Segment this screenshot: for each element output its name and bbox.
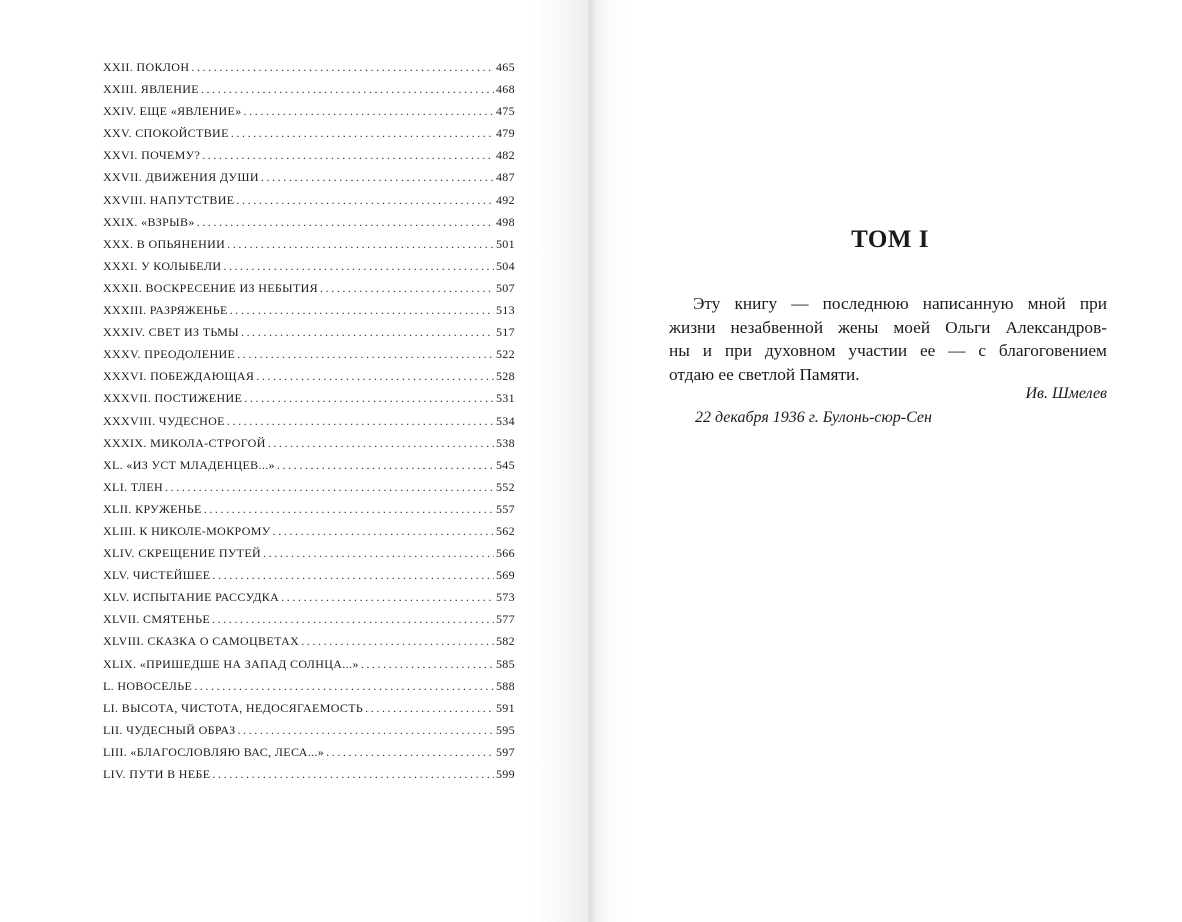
volume-title: ТОМ I: [851, 226, 929, 253]
toc-entry-title: XXXIX. МИКОЛА-СТРОГОЙ: [103, 435, 266, 450]
toc-entry-page-number: 531: [495, 391, 515, 406]
toc-entry-title: XXXII. ВОСКРЕСЕНИЕ ИЗ НЕБЫТИЯ: [103, 280, 318, 295]
toc-entry-page-number: 468: [495, 82, 515, 97]
toc-entry-page-number: 552: [495, 479, 515, 494]
toc-entry: [103, 321, 515, 343]
toc-entry-page-number: 513: [495, 303, 515, 318]
toc-entry-title: XXVIII. НАПУТСТВИЕ: [103, 192, 235, 207]
toc-entry: [103, 387, 515, 409]
toc-entry-page-number: 557: [495, 501, 515, 516]
toc-leader-dots: [191, 56, 494, 78]
toc-entry-title: LII. ЧУДЕСНЫЙ ОБРАЗ: [103, 722, 236, 737]
toc-leader-dots: [281, 586, 494, 608]
toc-entry-title: XLI. ТЛЕН: [103, 479, 164, 494]
toc-entry-page-number: 517: [495, 325, 515, 340]
toc-entry-title: L. НОВОСЕЛЬЕ: [103, 678, 193, 693]
toc-entry-page-number: 545: [495, 457, 515, 472]
left-page: [0, 0, 590, 922]
toc-entry: [103, 365, 515, 387]
toc-entry: [103, 343, 515, 365]
toc-entry: [103, 255, 515, 277]
toc-leader-dots: [212, 564, 493, 586]
toc-entry-title: XXXVII. ПОСТИЖЕНИЕ: [103, 391, 243, 406]
dedication-line: жизни незабвенной жены моей Ольги Александров-: [669, 317, 1107, 337]
date-and-place: 22 декабря 1936 г. Булонь-сюр-Сен: [695, 409, 932, 426]
toc-entry-title: XXXIII. РАЗРЯЖЕНЬЕ: [103, 303, 228, 318]
toc-entry-page-number: 522: [495, 347, 515, 362]
toc-entry: [103, 166, 515, 188]
toc-leader-dots: [204, 498, 494, 520]
toc-leader-dots: [230, 299, 494, 321]
toc-entry: [103, 630, 515, 652]
toc-leader-dots: [227, 410, 494, 432]
toc-leader-dots: [263, 542, 494, 564]
toc-leader-dots: [273, 520, 494, 542]
dedication: [669, 292, 1107, 386]
toc-entry-page-number: 562: [495, 523, 515, 538]
toc-entry-title: XXXVI. ПОБЕЖДАЮЩАЯ: [103, 369, 255, 384]
toc-leader-dots: [212, 763, 494, 785]
toc-entry-title: XLII. КРУЖЕНЬЕ: [103, 501, 202, 516]
author-signature: Ив. Шмелев: [1025, 385, 1107, 402]
toc-entry: [103, 189, 515, 211]
toc-entry: [103, 277, 515, 299]
toc-entry-page-number: 487: [495, 170, 515, 185]
toc-entry-title: XXX. В ОПЬЯНЕНИИ: [103, 236, 226, 251]
toc-entry: [103, 432, 515, 454]
toc-entry: [103, 100, 515, 122]
toc-entry-page-number: 577: [495, 612, 515, 627]
toc-leader-dots: [212, 608, 494, 630]
toc-leader-dots: [261, 166, 494, 188]
toc-entry-title: XLIX. «ПРИШЕДШЕ НА ЗАПАД СОЛНЦА...»: [103, 656, 359, 671]
toc-entry: [103, 78, 515, 100]
toc-entry: [103, 476, 515, 498]
toc-entry-title: XXVII. ДВИЖЕНИЯ ДУШИ: [103, 170, 259, 185]
toc-leader-dots: [326, 741, 494, 763]
dedication-line: отдаю ее светлой Памяти.: [669, 364, 860, 384]
toc-entry: [103, 741, 515, 763]
toc-entry: [103, 719, 515, 741]
toc-entry: [103, 410, 515, 432]
toc-entry-title: XXII. ПОКЛОН: [103, 60, 190, 74]
toc-leader-dots: [231, 122, 494, 144]
toc-entry-title: LI. ВЫСОТА, ЧИСТОТА, НЕДОСЯГАЕМОСТЬ: [103, 700, 364, 715]
toc-entry-page-number: 534: [495, 413, 515, 428]
toc-entry: [103, 144, 515, 166]
dedication-line: Эту книгу — последнюю написанную мной при: [693, 294, 1107, 313]
toc-leader-dots: [194, 675, 494, 697]
toc-entry-page-number: 482: [495, 148, 515, 163]
toc-entry: [103, 233, 515, 255]
toc-entry-page-number: 504: [495, 258, 515, 273]
toc-leader-dots: [244, 387, 494, 409]
toc-entry: [103, 542, 515, 564]
toc-entry-title: XLV. ЧИСТЕЙШЕЕ: [103, 568, 211, 583]
toc-entry-page-number: 501: [495, 236, 515, 251]
toc-entry-page-number: 465: [495, 60, 515, 74]
toc-leader-dots: [277, 454, 494, 476]
toc-entry: [103, 697, 515, 719]
toc-leader-dots: [202, 144, 494, 166]
toc-leader-dots: [223, 255, 494, 277]
table-of-contents: [103, 56, 515, 785]
toc-entry: [103, 675, 515, 697]
toc-entry-page-number: 597: [495, 744, 515, 759]
toc-entry-page-number: 492: [495, 192, 515, 207]
toc-entry-page-number: 599: [495, 767, 515, 781]
toc-entry-title: XXXI. У КОЛЫБЕЛИ: [103, 258, 222, 273]
toc-entry-page-number: 585: [495, 656, 515, 671]
toc-entry-title: XLV. ИСПЫТАНИЕ РАССУДКА: [103, 590, 280, 605]
toc-entry-title: XXXVIII. ЧУДЕСНОЕ: [103, 413, 225, 428]
toc-entry-page-number: 507: [495, 280, 515, 295]
toc-leader-dots: [256, 365, 494, 387]
toc-entry-title: XLVII. СМЯТЕНЬЕ: [103, 612, 211, 627]
toc-entry: [103, 454, 515, 476]
toc-entry-title: XLIII. К НИКОЛЕ-МОКРОМУ: [103, 523, 271, 538]
toc-entry-title: XXIII. ЯВЛЕНИЕ: [103, 82, 199, 97]
toc-entry: [103, 498, 515, 520]
toc-leader-dots: [268, 432, 494, 454]
toc-entry-title: LIV. ПУТИ В НЕБЕ: [103, 767, 211, 781]
toc-entry-page-number: 528: [495, 369, 515, 384]
toc-entry-title: XLVIII. СКАЗКА О САМОЦВЕТАХ: [103, 634, 300, 649]
toc-entry-title: XXIV. ЕЩЕ «ЯВЛЕНИЕ»: [103, 104, 242, 119]
toc-leader-dots: [244, 100, 494, 122]
toc-leader-dots: [201, 78, 494, 100]
dedication-line: ны и при духовном участии ее — с благоговением: [669, 341, 1107, 360]
toc-entry-title: XXXV. ПРЕОДОЛЕНИЕ: [103, 347, 236, 362]
toc-leader-dots: [241, 321, 494, 343]
toc-leader-dots: [320, 277, 494, 299]
toc-entry: [103, 211, 515, 233]
toc-leader-dots: [236, 189, 493, 211]
toc-entry: [103, 653, 515, 675]
toc-leader-dots: [237, 343, 494, 365]
toc-entry-page-number: 538: [495, 435, 515, 450]
toc-entry-page-number: 479: [495, 126, 515, 141]
toc-entry-page-number: 475: [495, 104, 515, 119]
toc-entry-page-number: 569: [495, 568, 515, 583]
toc-entry: [103, 586, 515, 608]
toc-entry-page-number: 595: [495, 722, 515, 737]
toc-entry: [103, 56, 515, 78]
toc-leader-dots: [237, 719, 493, 741]
toc-entry-title: XL. «ИЗ УСТ МЛАДЕНЦЕВ...»: [103, 457, 275, 472]
toc-entry-title: LIII. «БЛАГОСЛОВЛЯЮ ВАС, ЛЕСА...»: [103, 744, 325, 759]
toc-leader-dots: [197, 211, 494, 233]
toc-leader-dots: [365, 697, 494, 719]
toc-entry-title: XLIV. СКРЕЩЕНИЕ ПУТЕЙ: [103, 546, 262, 561]
toc-entry: [103, 608, 515, 630]
right-page: [590, 0, 1182, 922]
toc-entry-title: XXXIV. СВЕТ ИЗ ТЬМЫ: [103, 325, 239, 340]
toc-entry-title: XXIX. «ВЗРЫВ»: [103, 214, 195, 229]
toc-leader-dots: [301, 630, 494, 652]
toc-entry: [103, 564, 515, 586]
toc-entry-page-number: 591: [495, 700, 515, 715]
toc-entry-page-number: 588: [495, 678, 515, 693]
toc-leader-dots: [227, 233, 494, 255]
toc-entry-page-number: 498: [495, 214, 515, 229]
toc-entry: [103, 122, 515, 144]
toc-leader-dots: [361, 653, 494, 675]
toc-entry-title: XXV. СПОКОЙСТВИЕ: [103, 126, 229, 141]
toc-entry: [103, 299, 515, 321]
toc-entry-title: XXVI. ПОЧЕМУ?: [103, 148, 201, 163]
toc-entry-page-number: 566: [495, 546, 515, 561]
toc-entry-page-number: 573: [495, 590, 515, 605]
toc-entry-page-number: 582: [495, 634, 515, 649]
toc-entry: [103, 520, 515, 542]
toc-entry: [103, 763, 515, 785]
toc-leader-dots: [165, 476, 494, 498]
